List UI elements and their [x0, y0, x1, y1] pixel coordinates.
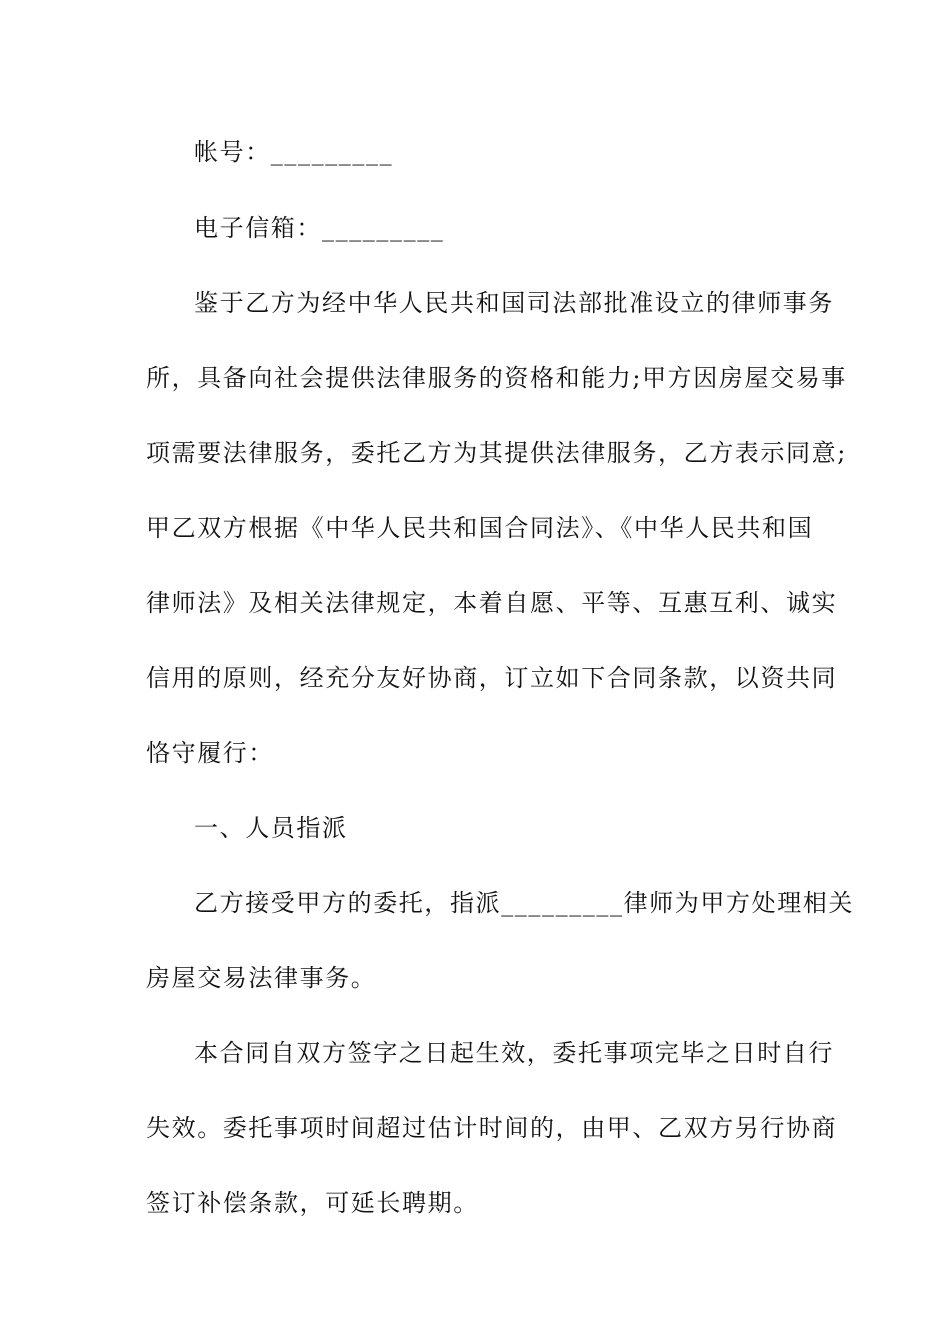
assignment-line-2: 房屋交易法律事务。 [146, 964, 377, 992]
preamble-line-5: 律师法》及相关法律规定，本着自愿、平等、互惠互利、诚实 [146, 589, 838, 617]
assignment-line-1: 乙方接受甲方的委托，指派_________律师为甲方处理相关 [194, 889, 854, 917]
account-number-line: 帐号：_________ [194, 138, 394, 166]
email-line: 电子信箱：_________ [194, 214, 445, 242]
preamble-line-7: 恪守履行： [146, 739, 274, 767]
validity-line-2: 失效。委托事项时间超过估计时间的，由甲、乙双方另行协商 [146, 1114, 838, 1142]
preamble-line-2: 所，具备向社会提供法律服务的资格和能力;甲方因房屋交易事 [146, 364, 847, 392]
preamble-line-3: 项需要法律服务，委托乙方为其提供法律服务，乙方表示同意; [146, 439, 847, 467]
validity-line-1: 本合同自双方签字之日起生效，委托事项完毕之日时自行 [194, 1039, 834, 1067]
preamble-line-4: 甲乙双方根据《中华人民共和国合同法》、《中华人民共和国 [146, 514, 814, 542]
validity-line-3: 签订补偿条款，可延长聘期。 [146, 1189, 479, 1217]
preamble-line-1: 鉴于乙方为经中华人民共和国司法部批准设立的律师事务 [194, 289, 834, 317]
preamble-line-6: 信用的原则，经充分友好协商，订立如下合同条款，以资共同 [146, 664, 838, 692]
section-heading-personnel: 一、人员指派 [194, 814, 348, 842]
